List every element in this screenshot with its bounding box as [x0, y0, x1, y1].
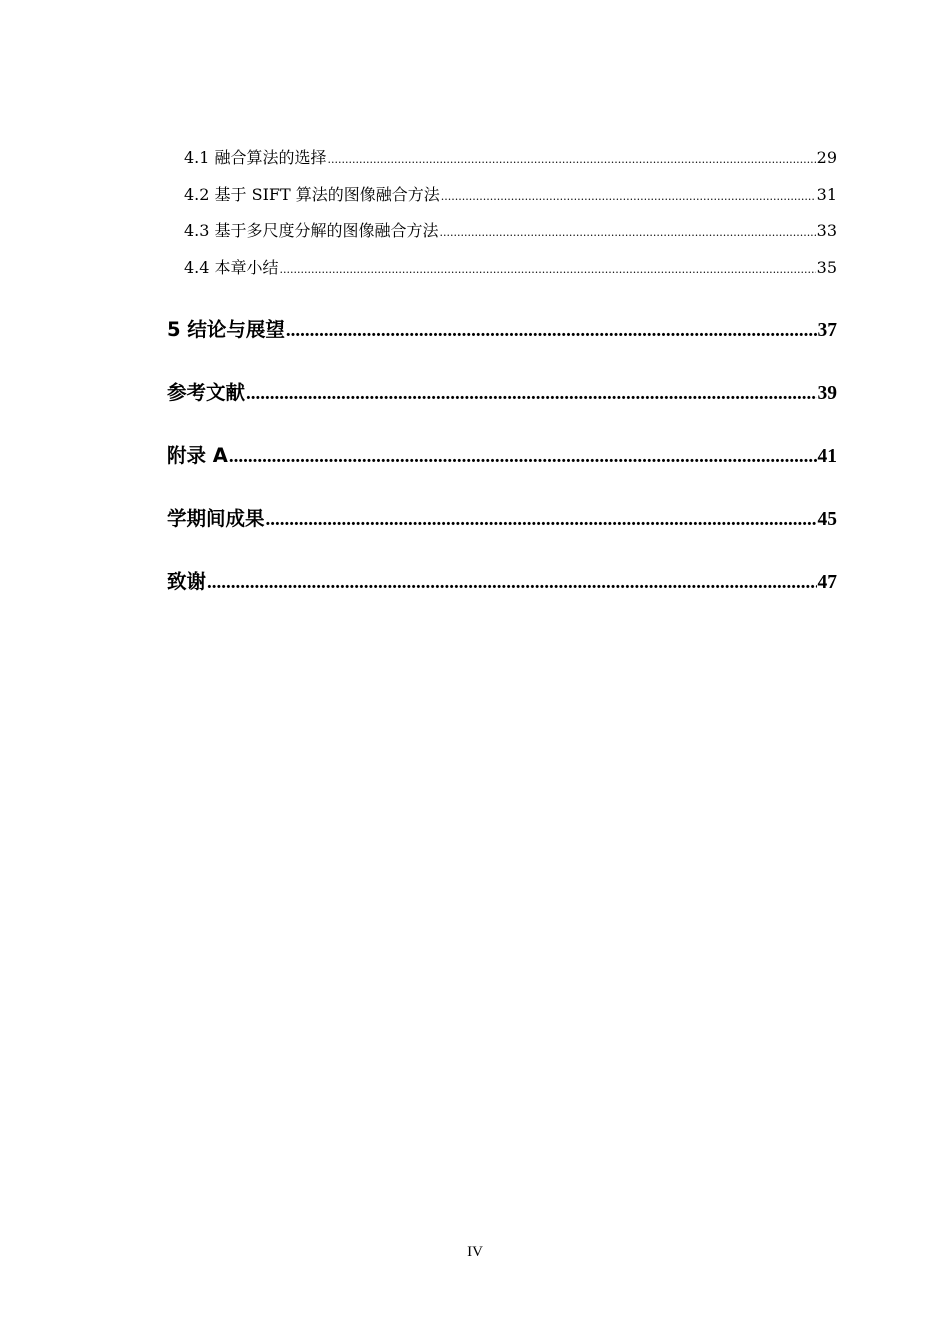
toc-entry-page: 35 — [816, 257, 837, 277]
toc-entry-label: 4.2 基于 SIFT 算法的图像融合方法 — [184, 184, 440, 204]
toc-entry-4-3[interactable] — [167, 213, 837, 250]
toc-entry-label: 致谢 — [167, 570, 207, 593]
table-of-contents — [167, 140, 837, 613]
dot-leader — [440, 213, 816, 252]
dot-leader — [266, 487, 817, 551]
toc-entry-achievements[interactable] — [167, 487, 837, 550]
toc-entry-4-1[interactable] — [167, 140, 837, 177]
toc-entry-label: 5 结论与展望 — [167, 318, 285, 341]
dot-leader — [280, 250, 816, 289]
toc-entry-page: 31 — [816, 184, 837, 204]
toc-entry-page: 47 — [817, 572, 837, 593]
toc-entry-4-2[interactable] — [167, 177, 837, 214]
toc-entry-page: 39 — [817, 383, 837, 404]
toc-entry-appendix-a[interactable] — [167, 424, 837, 487]
toc-entry-page: 33 — [816, 221, 837, 240]
dot-leader — [207, 550, 816, 614]
dot-leader — [441, 177, 816, 216]
dot-leader — [286, 298, 817, 362]
toc-entry-label: 参考文献 — [167, 381, 246, 404]
toc-entry-label: 4.4 本章小结 — [184, 257, 279, 277]
dot-leader — [328, 140, 816, 179]
toc-entry-references[interactable] — [167, 361, 837, 424]
toc-entry-4-4[interactable] — [167, 250, 837, 287]
page-number-footer: IV — [467, 1244, 483, 1260]
toc-entry-page: 45 — [817, 509, 837, 530]
toc-entry-label: 4.3 基于多尺度分解的图像融合方法 — [184, 221, 439, 240]
toc-entry-page: 41 — [817, 446, 837, 467]
toc-entry-label: 学期间成果 — [167, 507, 265, 530]
dot-leader — [229, 424, 817, 488]
toc-entry-label: 4.1 融合算法的选择 — [184, 148, 327, 167]
toc-entry-page: 29 — [816, 148, 837, 167]
toc-entry-conclusion[interactable] — [167, 298, 837, 361]
toc-entry-page: 37 — [817, 320, 837, 341]
dot-leader — [246, 361, 816, 425]
toc-entry-label: 附录 A — [167, 444, 228, 467]
toc-entry-acknowledgements[interactable] — [167, 550, 837, 613]
